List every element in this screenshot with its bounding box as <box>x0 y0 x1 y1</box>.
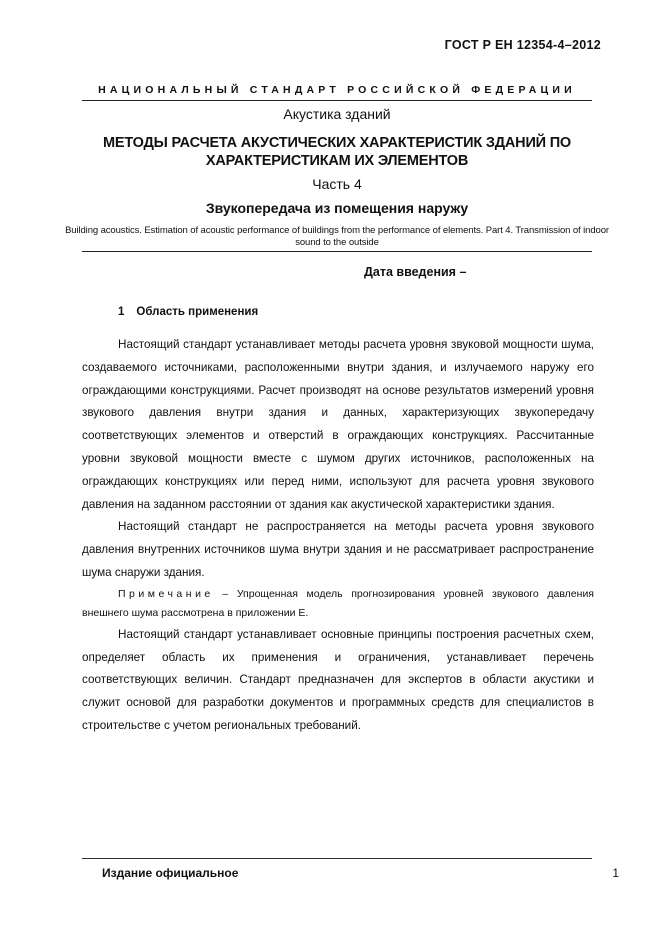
standard-subtitle: Звукопередача из помещения наружу <box>205 200 469 216</box>
note-text: – Упрощенная модель прогнозирования уровней звукового давления внешнего шума рассмотрена в приложении Е. <box>82 587 594 620</box>
date-of-introduction: Дата введения – <box>364 265 467 279</box>
standard-main-title: МЕТОДЫ РАСЧЕТА АКУСТИЧЕСКИХ ХАРАКТЕРИСТИК ЗДАНИЙ ПО ХАРАКТЕРИСТИКАМ ИХ ЭЛЕМЕНТОВ <box>102 135 572 169</box>
body-text <box>82 334 594 738</box>
section-number: 1 <box>118 306 125 318</box>
header-divider <box>82 100 592 101</box>
footer-divider <box>82 858 592 859</box>
page-number: 1 <box>612 866 619 880</box>
english-title: Building acoustics. Estimation of acoustic performance of buildings from the performance of elements. Part 4. Transmission of indoor sound to the outside <box>65 225 609 248</box>
document-number: ГОСТ Р ЕН 12354-4–2012 <box>444 38 601 52</box>
paragraph: Настоящий стандарт устанавливает основные принципы построения расчетных схем, определяет область их применения и ограничения, устанавливает перечень соответствующих величин. Стандарт предназначен для экспертов в области акустики и служит основой для разработки документов и программных средств для специалистов в строительстве с учетом региональных требований. <box>82 627 594 732</box>
paragraph: Настоящий стандарт устанавливает методы расчета уровня звуковой мощности шума, создаваемого источниками, расположенными внутри здания, и излучаемого наружу его ограждающими конструкциями. Расчет производят на основе результатов измерений уровня звукового давления внутри здания и данных, характеризующих звукопередачу соответствующих элементов и отверстий в ограждающих конструкциях. Рассчитанные уровни звуковой мощности вместе с шумом других источников, расположенных на ограждающих конструкциях или перед ними, используют для расчета уровня звукового давления на заданном расстоянии от здания как акустической характеристики здания. <box>82 338 594 511</box>
national-standard-heading: НАЦИОНАЛЬНЫЙ СТАНДАРТ РОССИЙСКОЙ ФЕДЕРАЦИИ <box>98 84 576 96</box>
note-paragraph <box>82 585 594 624</box>
edition-label: Издание официальное <box>102 866 239 880</box>
title-divider <box>82 251 592 252</box>
paragraph: Настоящий стандарт не распространяется на методы расчета уровня звукового давления внутренних источников шума внутри здания и не рассматривает распространение шума снаружи здания. <box>82 520 594 579</box>
note-label: Примечание <box>118 587 214 600</box>
section-heading <box>118 306 258 318</box>
standard-part: Часть 4 <box>312 176 362 192</box>
standard-topic: Акустика зданий <box>283 106 391 122</box>
section-title: Область применения <box>136 306 259 318</box>
